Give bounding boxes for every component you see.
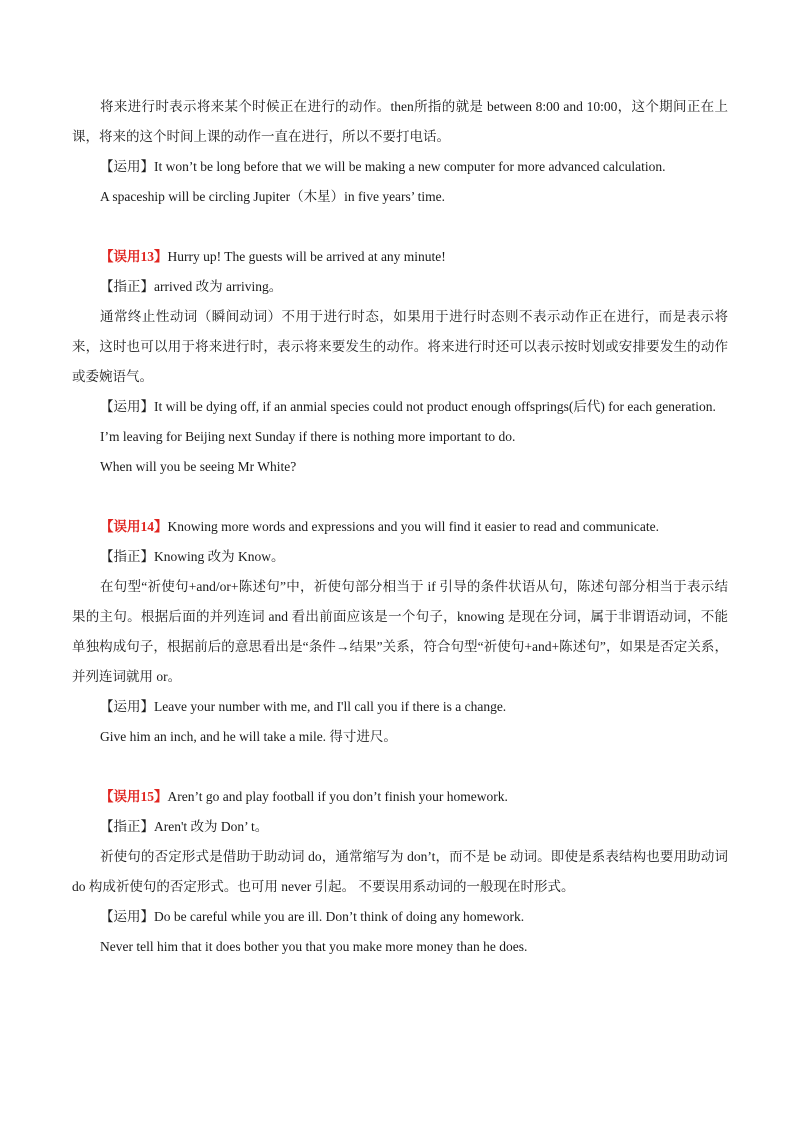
usage-label: 【运用】 bbox=[100, 399, 154, 414]
error-text: Hurry up! The guests will be arrived at any minute! bbox=[167, 249, 446, 264]
intro-block bbox=[72, 92, 728, 212]
intro-usage-1 bbox=[72, 152, 728, 182]
error-text: Aren’t go and play football if you don’t finish your homework. bbox=[167, 789, 508, 804]
section-13 bbox=[72, 242, 728, 482]
usage-2: Give him an inch, and he will take a mile. 得寸进尺。 bbox=[100, 729, 397, 744]
correction bbox=[72, 272, 728, 302]
correction-text: arrived 改为 arriving。 bbox=[154, 279, 283, 294]
error-sentence bbox=[72, 512, 728, 542]
explanation: 通常终止性动词（瞬间动词）不用于进行时态，如果用于进行时态则不表示动作正在进行，而是表示将来，这时也可以用于将来进行时，表示将来要发生的动作。将来进行时还可以表示按时划或安排要发生的动作或委婉语气。 bbox=[72, 309, 728, 384]
correction bbox=[72, 542, 728, 572]
explanation: 在句型“祈使句+and/or+陈述句”中，祈使句部分相当于 if 引导的条件状语从句，陈述句部分相当于表示结果的主句。根据后面的并列连词 and 看出前面应该是一个句子，knowing 是现在分词，属于非谓语动词，不能单独构成句子，根据前后的意思看出是“条件→结果”关系，符合句型“祈使句+and+陈述句”，如果是否定关系，并列连词就用 or。 bbox=[72, 579, 728, 684]
explanation: 祈使句的否定形式是借助于助动词 do，通常缩写为 don’t，而不是 be 动词。即使是系表结构也要用助动词 do 构成祈使句的否定形式。也可用 never 引起。 不要误用系动词的一般现在时形式。 bbox=[72, 849, 728, 894]
usage-2: Never tell him that it does bother you that you make more money than he does. bbox=[100, 939, 528, 954]
error-tag: 【误用15】 bbox=[100, 789, 168, 804]
usage-label: 【运用】 bbox=[100, 699, 154, 714]
correction-label: 【指正】 bbox=[100, 549, 154, 564]
usage-3: When will you be seeing Mr White? bbox=[100, 459, 297, 474]
error-tag: 【误用14】 bbox=[100, 519, 168, 534]
error-sentence bbox=[72, 242, 728, 272]
error-text: Knowing more words and expressions and you will find it easier to read and communicate. bbox=[167, 519, 660, 534]
error-sentence bbox=[72, 782, 728, 812]
correction-text: Aren't 改为 Don’ t。 bbox=[154, 819, 269, 834]
usage-1 bbox=[72, 392, 728, 422]
correction-label: 【指正】 bbox=[100, 279, 154, 294]
error-tag: 【误用13】 bbox=[100, 249, 168, 264]
usage-1 bbox=[72, 902, 728, 932]
correction-label: 【指正】 bbox=[100, 819, 154, 834]
usage-text: Leave your number with me, and I'll call you if there is a change. bbox=[154, 699, 507, 714]
correction-text: Knowing 改为 Know。 bbox=[154, 549, 285, 564]
document-page bbox=[72, 92, 728, 992]
usage-text: It will be dying off, if an anmial species could not product enough offsprings(后代) for each generation. bbox=[154, 399, 716, 414]
correction bbox=[72, 812, 728, 842]
usage-label: 【运用】 bbox=[100, 159, 154, 174]
usage-1 bbox=[72, 692, 728, 722]
section-14 bbox=[72, 512, 728, 752]
intro-usage-2: A spaceship will be circling Jupiter（木星）in five years’ time. bbox=[100, 189, 446, 204]
section-15 bbox=[72, 782, 728, 962]
usage-text: It won’t be long before that we will be making a new computer for more advanced calculation. bbox=[154, 159, 666, 174]
usage-text: Do be careful while you are ill. Don’t think of doing any homework. bbox=[154, 909, 525, 924]
usage-label: 【运用】 bbox=[100, 909, 154, 924]
intro-explanation: 将来进行时表示将来某个时候正在进行的动作。then所指的就是 between 8:00 and 10:00，这个期间正在上课，将来的这个时间上课的动作一直在进行，所以不要打电话。 bbox=[72, 99, 728, 144]
usage-2: I’m leaving for Beijing next Sunday if there is nothing more important to do. bbox=[100, 429, 516, 444]
